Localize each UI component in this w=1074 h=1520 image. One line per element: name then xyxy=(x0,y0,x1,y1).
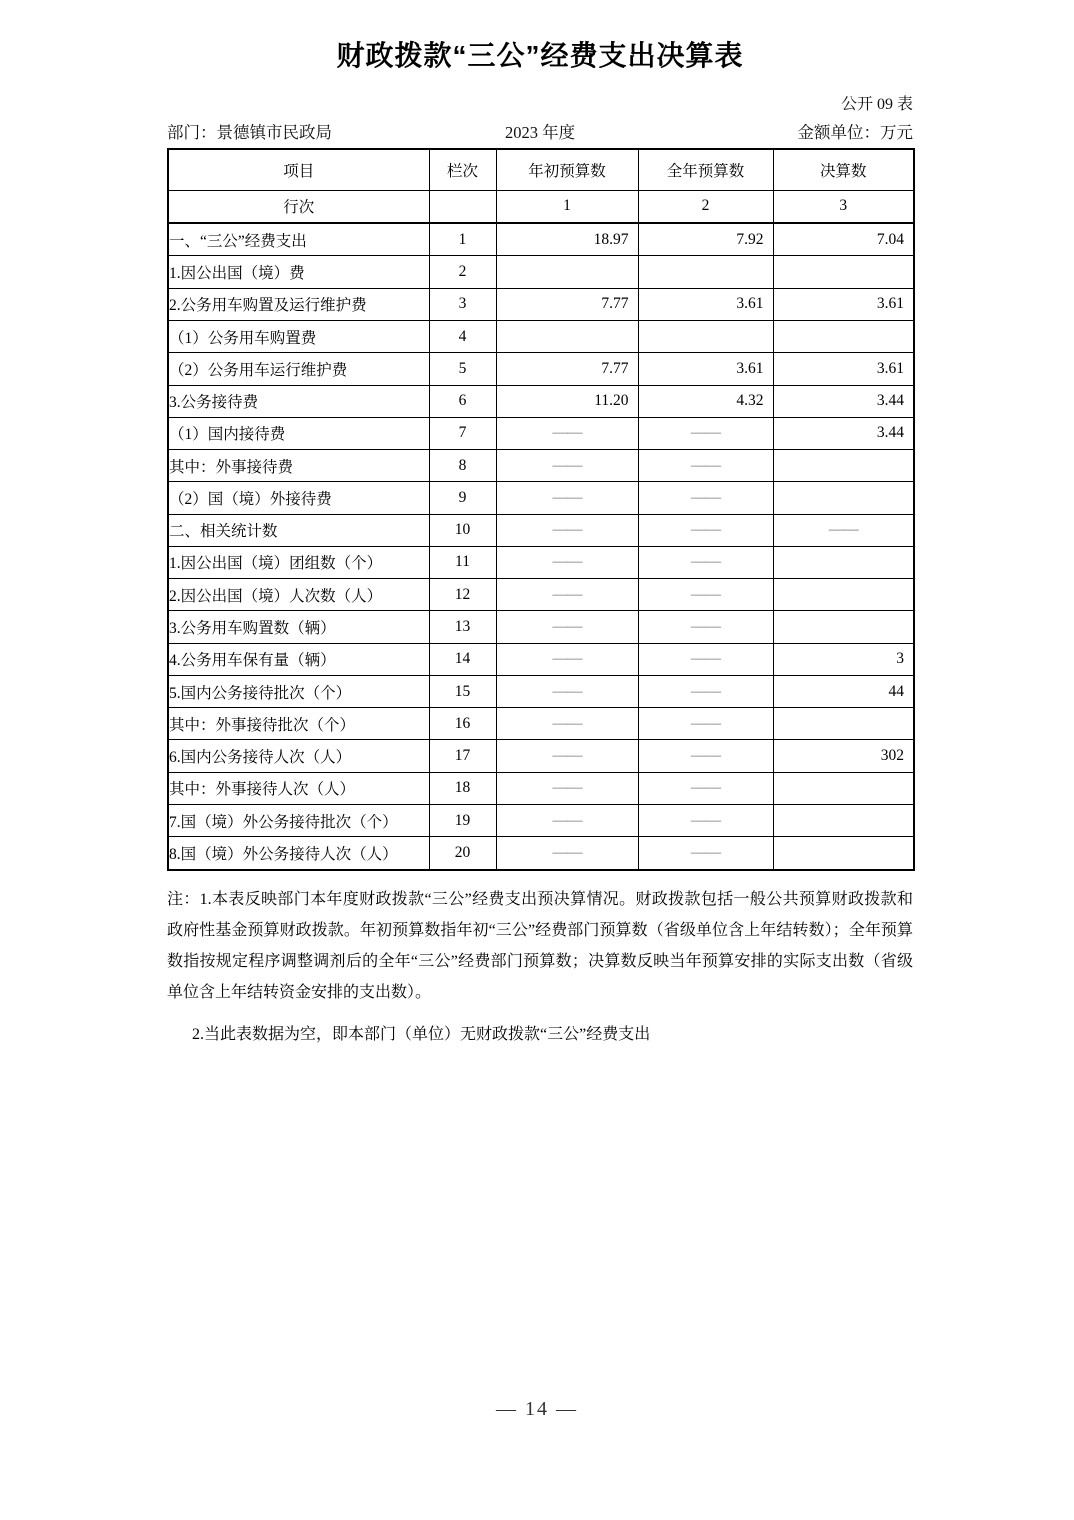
table-row xyxy=(168,546,914,578)
row-value: —— xyxy=(496,482,638,514)
row-value: —— xyxy=(638,772,773,804)
department-label: 部门：景德镇市民政局 xyxy=(167,123,332,142)
row-line-number: 17 xyxy=(429,740,496,772)
form-number-label: 公开 09 表 xyxy=(840,96,913,113)
table-row xyxy=(168,482,914,514)
row-value: —— xyxy=(496,675,638,707)
row-value: 3 xyxy=(773,643,914,675)
row-value xyxy=(638,256,773,288)
row-value: 7.77 xyxy=(496,288,638,320)
row-value: —— xyxy=(496,772,638,804)
row-line-number: 19 xyxy=(429,804,496,836)
table-row xyxy=(168,385,914,417)
row-label: 4.公务用车保有量（辆） xyxy=(168,643,429,675)
column-header-final-accounts: 决算数 xyxy=(773,149,914,190)
row-label: 其中：外事接待人次（人） xyxy=(168,772,429,804)
row-label: 6.国内公务接待人次（人） xyxy=(168,740,429,772)
row-line-number: 11 xyxy=(429,546,496,578)
row-value: —— xyxy=(496,643,638,675)
row-label: 2.公务用车购置及运行维护费 xyxy=(168,288,429,320)
row-value: 3.61 xyxy=(773,288,914,320)
row-value: —— xyxy=(496,546,638,578)
row-label: 一、“三公”经费支出 xyxy=(168,223,429,256)
row-label: 二、相关统计数 xyxy=(168,514,429,546)
row-value: —— xyxy=(638,579,773,611)
row-value: —— xyxy=(638,417,773,449)
note-2: 2.当此表数据为空，即本部门（单位）无财政拨款“三公”经费支出 xyxy=(192,1026,651,1043)
row-value: 3.61 xyxy=(638,353,773,385)
subheader-col-1: 1 xyxy=(496,190,638,223)
table-row xyxy=(168,514,914,546)
table-row xyxy=(168,288,914,320)
row-value: —— xyxy=(496,417,638,449)
row-line-number: 20 xyxy=(429,837,496,870)
page-number: — 14 — xyxy=(496,1398,578,1420)
table-row xyxy=(168,223,914,256)
row-value xyxy=(638,321,773,353)
row-value xyxy=(773,804,914,836)
column-header-item: 项目 xyxy=(168,149,429,190)
row-label: 3.公务用车购置数（辆） xyxy=(168,611,429,643)
row-value: 3.44 xyxy=(773,417,914,449)
row-value: 11.20 xyxy=(496,385,638,417)
note-1: 注：1.本表反映部门本年度财政拨款“三公”经费支出预决算情况。财政拨款包括一般公共预算财政拨款和政府性基金预算财政拨款。年初预算数指年初“三公”经费部门预算数（省级单位含上年结转数）；全年预算数指按规定程序调整调剂后的全年“三公”经费部门预算数；决算数反映当年预算安排的实际支出数（省级单位含上年结转资金安排的支出数）。 xyxy=(167,891,913,1001)
row-value xyxy=(773,321,914,353)
row-value: —— xyxy=(496,740,638,772)
row-value: 302 xyxy=(773,740,914,772)
row-value xyxy=(773,450,914,482)
row-line-number: 16 xyxy=(429,708,496,740)
row-line-number: 2 xyxy=(429,256,496,288)
row-value: —— xyxy=(638,546,773,578)
row-label: 2.因公出国（境）人次数（人） xyxy=(168,579,429,611)
row-value: 4.32 xyxy=(638,385,773,417)
row-line-number: 1 xyxy=(429,223,496,256)
table-row xyxy=(168,772,914,804)
table-meta-row xyxy=(167,120,913,142)
row-value: 3.44 xyxy=(773,385,914,417)
row-line-number: 3 xyxy=(429,288,496,320)
table-row xyxy=(168,353,914,385)
row-label: 5.国内公务接待批次（个） xyxy=(168,675,429,707)
row-value: —— xyxy=(638,740,773,772)
row-value: 3.61 xyxy=(638,288,773,320)
row-line-number: 12 xyxy=(429,579,496,611)
page-title: 财政拨款“三公”经费支出决算表 xyxy=(336,40,744,71)
row-value: 3.61 xyxy=(773,353,914,385)
row-label: 1.因公出国（境）团组数（个） xyxy=(168,546,429,578)
row-value xyxy=(773,256,914,288)
row-value: —— xyxy=(496,837,638,870)
row-value: —— xyxy=(496,804,638,836)
row-label: 1.因公出国（境）费 xyxy=(168,256,429,288)
table-row xyxy=(168,321,914,353)
row-label: （1）国内接待费 xyxy=(168,417,429,449)
row-value: 18.97 xyxy=(496,223,638,256)
row-value: —— xyxy=(496,579,638,611)
row-label: 其中：外事接待批次（个） xyxy=(168,708,429,740)
row-line-number: 6 xyxy=(429,385,496,417)
row-line-number: 7 xyxy=(429,417,496,449)
row-line-number: 4 xyxy=(429,321,496,353)
row-value: —— xyxy=(638,708,773,740)
row-label: （1）公务用车购置费 xyxy=(168,321,429,353)
row-value: —— xyxy=(638,482,773,514)
row-value: —— xyxy=(496,450,638,482)
row-label: 其中：外事接待费 xyxy=(168,450,429,482)
row-value: 44 xyxy=(773,675,914,707)
row-label: （2）国（境）外接待费 xyxy=(168,482,429,514)
subheader-col-3: 3 xyxy=(773,190,914,223)
table-row xyxy=(168,837,914,870)
row-value: —— xyxy=(638,514,773,546)
row-value: —— xyxy=(638,804,773,836)
subheader-col-2: 2 xyxy=(638,190,773,223)
row-value xyxy=(773,482,914,514)
table-row xyxy=(168,611,914,643)
row-line-number: 8 xyxy=(429,450,496,482)
row-value xyxy=(773,611,914,643)
page-content xyxy=(167,0,913,1050)
column-header-annual-budget: 全年预算数 xyxy=(638,149,773,190)
row-line-number: 10 xyxy=(429,514,496,546)
row-line-number: 13 xyxy=(429,611,496,643)
row-value: —— xyxy=(638,643,773,675)
table-row xyxy=(168,675,914,707)
row-value: 7.77 xyxy=(496,353,638,385)
row-value: 7.92 xyxy=(638,223,773,256)
row-label: 8.国（境）外公务接待人次（人） xyxy=(168,837,429,870)
row-label: 7.国（境）外公务接待批次（个） xyxy=(168,804,429,836)
row-line-number: 15 xyxy=(429,675,496,707)
table-body xyxy=(168,223,914,870)
notes xyxy=(167,884,913,1050)
subheader-label: 行次 xyxy=(168,190,429,223)
row-line-number: 5 xyxy=(429,353,496,385)
row-value: —— xyxy=(496,611,638,643)
row-value xyxy=(773,837,914,870)
row-value: —— xyxy=(496,514,638,546)
table-row xyxy=(168,417,914,449)
table-subheader-row xyxy=(168,190,914,223)
table-row xyxy=(168,256,914,288)
row-value: —— xyxy=(773,514,914,546)
row-value xyxy=(496,321,638,353)
table-header-row xyxy=(168,149,914,190)
row-line-number: 9 xyxy=(429,482,496,514)
row-value: —— xyxy=(638,611,773,643)
table-row xyxy=(168,643,914,675)
row-value: —— xyxy=(638,450,773,482)
table-row xyxy=(168,579,914,611)
table-row xyxy=(168,708,914,740)
table-row xyxy=(168,450,914,482)
row-value xyxy=(773,708,914,740)
amount-unit-label: 金额单位：万元 xyxy=(797,123,913,142)
column-header-initial-budget: 年初预算数 xyxy=(496,149,638,190)
row-value: —— xyxy=(496,708,638,740)
row-value: —— xyxy=(638,837,773,870)
row-line-number: 18 xyxy=(429,772,496,804)
row-value xyxy=(496,256,638,288)
budget-table xyxy=(167,148,915,871)
row-label: （2）公务用车运行维护费 xyxy=(168,353,429,385)
table-row xyxy=(168,804,914,836)
row-value xyxy=(773,772,914,804)
row-label: 3.公务接待费 xyxy=(168,385,429,417)
row-value xyxy=(773,546,914,578)
column-header-line: 栏次 xyxy=(429,149,496,190)
row-line-number: 14 xyxy=(429,643,496,675)
row-value: 7.04 xyxy=(773,223,914,256)
row-value: —— xyxy=(638,675,773,707)
table-row xyxy=(168,740,914,772)
subheader-blank xyxy=(429,190,496,223)
fiscal-year-label: 2023 年度 xyxy=(504,123,576,142)
row-value xyxy=(773,579,914,611)
